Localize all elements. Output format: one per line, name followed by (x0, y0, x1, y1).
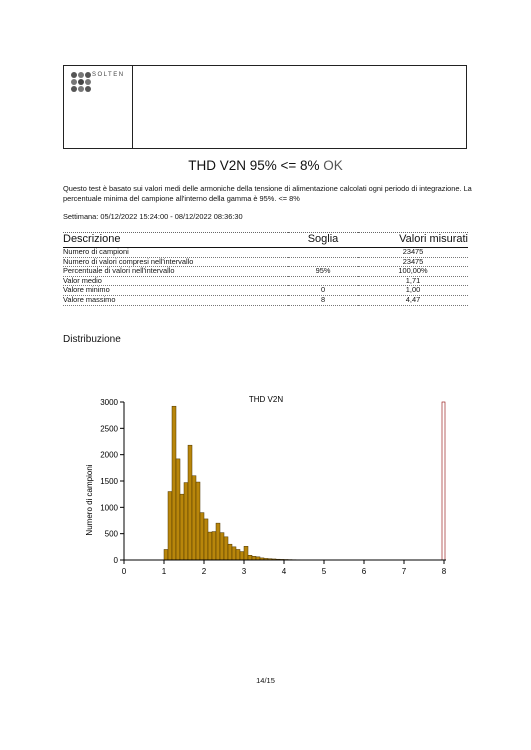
chart-title: THD V2N (248, 395, 284, 404)
x-tick-label: 1 (161, 567, 167, 576)
histogram-bar (228, 544, 232, 560)
histogram-bar (244, 546, 248, 560)
row-threshold: 0 (288, 286, 358, 296)
header-box (63, 65, 467, 149)
thd-histogram-chart (0, 388, 531, 588)
y-tick-label: 2000 (100, 450, 118, 460)
table-row (63, 295, 468, 305)
row-label: Numero di valori compresi nell'intervallo (63, 257, 288, 267)
x-tick-label: 8 (441, 567, 447, 576)
row-value: 4,47 (358, 295, 468, 305)
histogram-bar (204, 519, 208, 560)
y-tick-label: 500 (104, 529, 118, 539)
title-main: THD V2N 95% <= 8% (188, 158, 320, 173)
histogram-bar (176, 459, 180, 560)
histogram-bar (248, 555, 252, 560)
row-label: Valore massimo (63, 295, 288, 305)
histogram-bar (212, 532, 216, 560)
x-tick-label: 6 (361, 567, 367, 576)
histogram-bar (164, 549, 168, 560)
y-tick-label: 0 (113, 556, 118, 565)
row-label: Numero di campioni (63, 248, 288, 258)
x-tick-label: 0 (121, 567, 127, 576)
histogram-bar (192, 476, 196, 560)
histogram-bar (224, 537, 228, 560)
histogram-bar (180, 494, 184, 560)
row-value: 23475 (358, 257, 468, 267)
row-threshold (288, 248, 358, 258)
x-tick-label: 3 (241, 567, 247, 576)
page-title (0, 158, 531, 173)
row-label: Valore minimo (63, 286, 288, 296)
row-value: 23475 (358, 248, 468, 258)
results-table (63, 232, 468, 306)
title-status: OK (323, 158, 343, 173)
period-text: Settimana: 05/12/2022 15:24:00 - 08/12/2022 08:36:30 (63, 212, 243, 221)
histogram-bar (196, 482, 200, 560)
histogram-bar (236, 549, 240, 560)
y-tick-label: 3000 (100, 398, 118, 407)
header-descrizione: Descrizione (63, 233, 288, 248)
page-number: 14/15 (256, 676, 275, 685)
test-description: Questo test è basato sui valori medi delle armoniche della tensione di alimentazione calcolati ogni periodo di integrazione. La percentuale minima del campione all'interno della gamma è 95%. <= 8% (63, 184, 472, 203)
row-value: 1,71 (358, 276, 468, 286)
row-threshold: 8 (288, 295, 358, 305)
x-tick-label: 4 (281, 567, 287, 576)
row-label: Valor medio (63, 276, 288, 286)
header-valori: Valori misurati (358, 233, 468, 248)
y-tick-label: 2500 (100, 424, 118, 434)
table-row (63, 248, 468, 258)
row-threshold: 95% (288, 267, 358, 277)
y-tick-label: 1500 (100, 477, 118, 486)
table-header-row (63, 233, 468, 248)
histogram-bar (188, 445, 192, 560)
histogram-bar (172, 406, 176, 560)
histogram-bar (208, 532, 212, 560)
y-tick-label: 1000 (100, 503, 118, 513)
limit-marker-bar (442, 402, 445, 560)
histogram-bar (252, 556, 256, 560)
histogram-bar (200, 513, 204, 560)
x-tick-label: 5 (321, 567, 327, 576)
histogram-bar (240, 552, 244, 560)
x-tick-label: 2 (201, 567, 207, 576)
chart-axes (100, 398, 447, 576)
logo-text: SOLTEN (92, 72, 125, 78)
histogram-bar (168, 492, 172, 560)
histogram-bar (216, 523, 220, 560)
header-soglia: Soglia (288, 233, 358, 248)
histogram-bar (220, 533, 224, 560)
row-label: Percentuale di valori nell'intervallo (63, 267, 288, 277)
logo-cell (64, 66, 133, 148)
histogram-bar (232, 547, 236, 560)
chart-bars (164, 402, 445, 560)
distribution-title: Distribuzione (63, 334, 121, 345)
x-tick-label: 7 (401, 567, 407, 576)
histogram-bar (184, 483, 188, 560)
table-row (63, 267, 468, 277)
row-value: 1,00 (358, 286, 468, 296)
chart-y-axis-label: Numero di campioni (85, 464, 94, 536)
row-value: 100,00% (358, 267, 468, 277)
